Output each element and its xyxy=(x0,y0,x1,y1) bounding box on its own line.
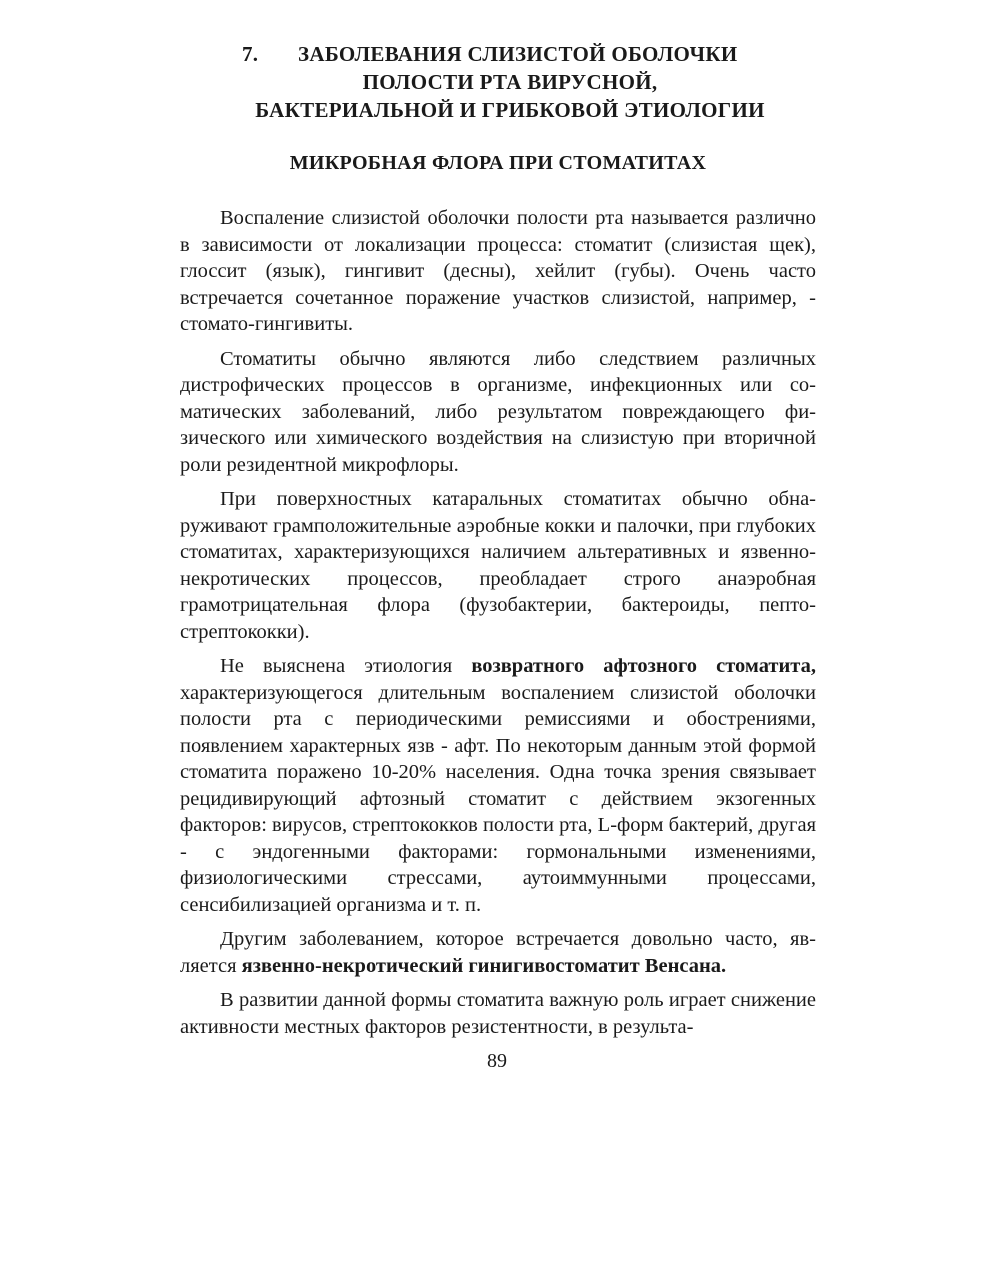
body-text xyxy=(180,205,816,1048)
chapter-heading xyxy=(200,40,820,124)
section-heading: МИКРОБНАЯ ФЛОРА ПРИ СТОМАТИТАХ xyxy=(289,152,707,174)
paragraph-3: При поверхностных катаральных стоматитах обычно обнаруживают грамположительные аэробные кокки и палочки, при глубоких стоматитах, характеризующихся наличием альтеративных и язвенно-некротических процессов, преобладает строго анаэробная грамотрицательная флора (фузобактерии, бактероиды, пептострептококки). xyxy=(180,488,816,643)
paragraph-4-rest: характеризующегося длительным воспалением слизистой оболочки полости рта с периодическими ремиссиями и обострениями, появлением характерных язв - афт. По некоторым данным этой формой стоматита поражено 10-20% населения. Одна точка зрения связывает рецидивирующий афтозный стоматит с действием экзогенных факторов: вирусов, стрептококков полости рта, L-форм бактерий, другая - с эндогенными факторами: гормональными изменениями, физиологическими стрессами, аутоиммунными процессами, сенсибилизацией организма и т. п. xyxy=(180,681,816,916)
chapter-number: 7. xyxy=(242,42,259,66)
paragraph-4 xyxy=(180,653,816,918)
chapter-title-line-3: БАКТЕРИАЛЬНОЙ И ГРИБКОВОЙ ЭТИОЛОГИИ xyxy=(255,98,765,122)
paragraph-4-start: Не выяснена этиология xyxy=(220,655,472,677)
page-number: 89 xyxy=(487,1050,507,1072)
term-vincent-stomatitis: язвенно-некротический гинигивостоматит Венсана. xyxy=(241,954,727,977)
paragraph-5-start: Другим заболеванием, которое встречается довольно часто, является xyxy=(180,928,816,977)
paragraph-2: Стоматиты обычно являются либо следствием различных дистрофических процессов в организме, инфекционных или соматических заболеваний, либо результатом повреждающего физического или химического воздействия на слизистую при вторичной роли резидентной микрофлоры. xyxy=(180,347,816,476)
paragraph-6: В развитии данной формы стоматита важную роль играет снижение активности местных факторов резистентности, в результа- xyxy=(180,989,816,1038)
term-recurrent-aphthous-stomatitis: возвратного афтозного стоматита, xyxy=(471,655,816,677)
paragraph-5 xyxy=(180,926,816,979)
chapter-title-line-2: ПОЛОСТИ РТА ВИРУСНОЙ, xyxy=(362,70,658,94)
paragraph-1: Воспаление слизистой оболочки полости рта называется различно в зависимости от локализации процесса: стоматит (слизистая щек), глоссит (язык), гингивит (десны), хейлит (губы). Очень часто встречается сочетанное поражение участков слизистой, например, - стомато-гингивиты. xyxy=(180,207,816,335)
chapter-title-line-1: ЗАБОЛЕВАНИЯ СЛИЗИСТОЙ ОБОЛОЧКИ xyxy=(298,42,738,66)
chapter-heading-line-1 xyxy=(200,40,820,68)
